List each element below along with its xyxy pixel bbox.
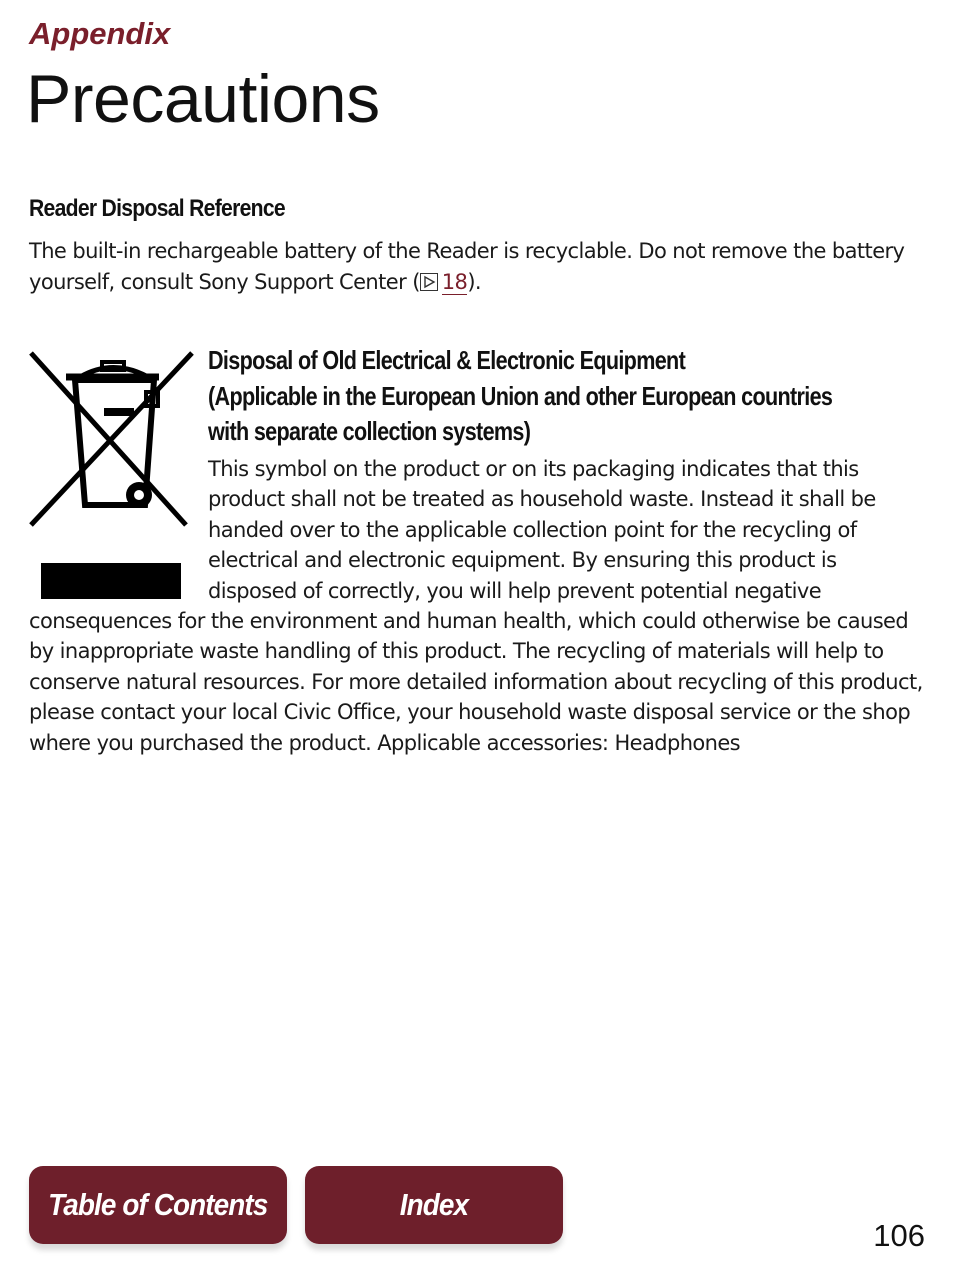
page-reference-icon — [420, 273, 438, 291]
index-button[interactable] — [305, 1166, 563, 1244]
weee-heading-line-2: (Applicable in the European Union and other European countries — [208, 380, 833, 411]
table-of-contents-button[interactable] — [29, 1166, 287, 1244]
weee-heading-line-1: Disposal of Old Electrical & Electronic Equipment — [208, 345, 686, 375]
weee-heading — [208, 343, 954, 450]
index-label: Index — [399, 1187, 469, 1222]
weee-body — [29, 454, 929, 758]
reader-disposal-heading: Reader Disposal Reference — [29, 195, 285, 222]
section-label: Appendix — [29, 16, 171, 51]
page-number: 106 — [873, 1218, 925, 1253]
reader-disposal-text-after: ). — [467, 269, 481, 294]
reader-disposal-text — [29, 236, 929, 297]
page-title: Precautions — [26, 61, 380, 137]
table-of-contents-label: Table of Contents — [48, 1187, 268, 1222]
weee-heading-line-3: with separate collection systems) — [208, 416, 531, 446]
page-reference-link[interactable] — [420, 270, 468, 294]
page-reference-number: 18 — [441, 269, 468, 294]
reader-disposal-text-before: The built-in rechargeable battery of the Reader is recyclable. Do not remove the battery yourself, consult Sony Support Center ( — [29, 239, 905, 294]
symbol-spacer — [29, 454, 208, 606]
weee-body-text: This symbol on the product or on its packaging indicates that this product shall not be treated as household waste. Instead it shall be handed over to the applicable collection point for the recycling of electrical and electronic equipment. By ensuring this product is disposed of correctly, you will help prevent potential negative consequences for the environment and human health, which could otherwise be caused by inappropriate waste handling of this product. The recycling of materials will help to conserve natural resources. For more detailed information about recycling of this product, please contact your local Civic Office, your household waste disposal service or the shop where you purchased the product. Applicable accessories: Headphones — [29, 457, 923, 755]
